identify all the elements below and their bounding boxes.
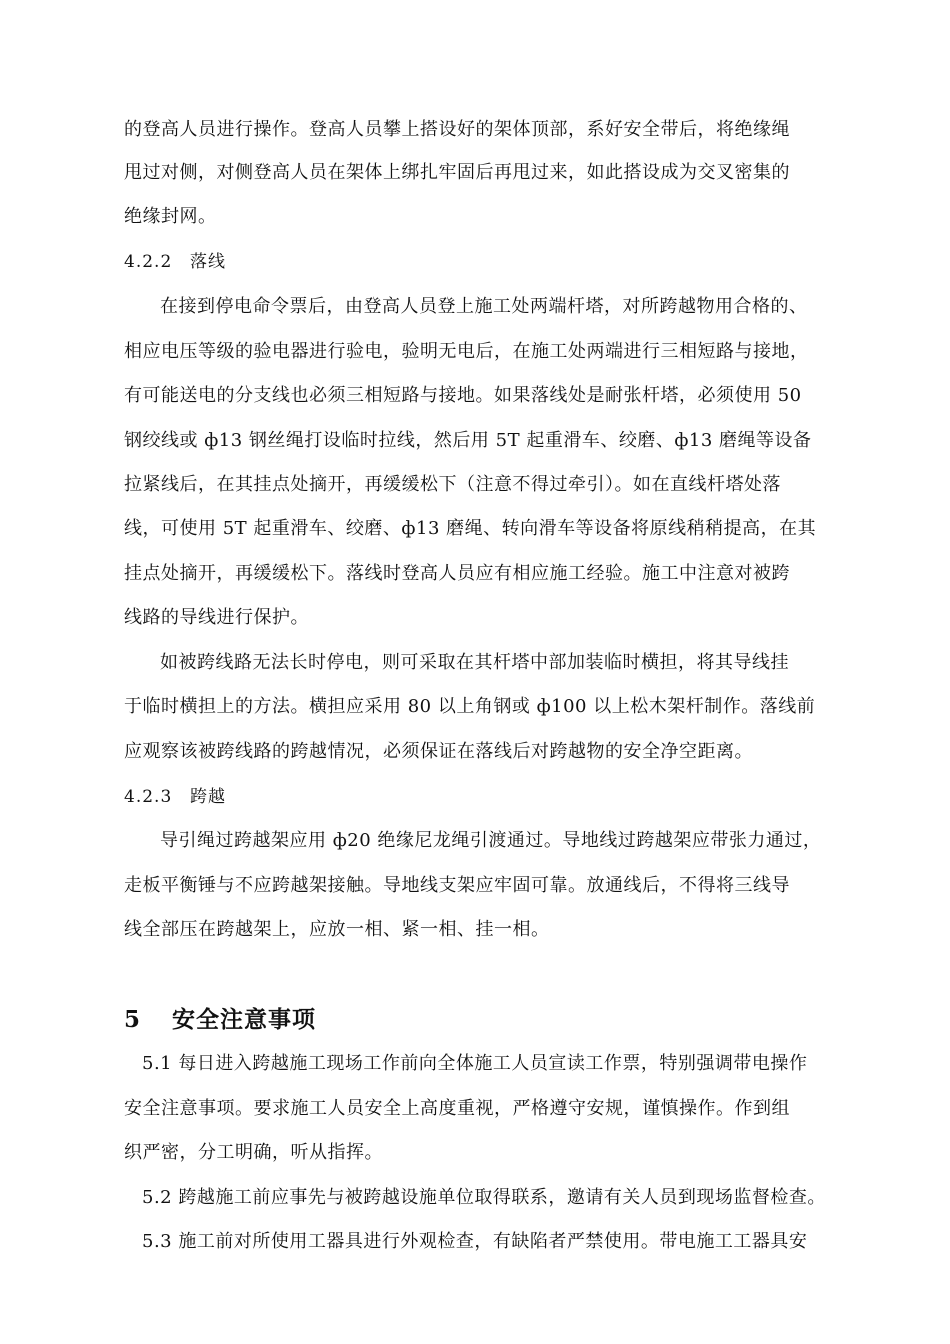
paragraph-line: 于临时横担上的方法。横担应采用 80 以上角钢或 ф100 以上松木架杆制作。落线前 [124, 696, 816, 717]
paragraph-line: 5.2 跨越施工前应事先与被跨越设施单位取得联系，邀请有关人员到现场监督检查。 [142, 1187, 826, 1208]
paragraph-line: 5.1 每日进入跨越施工现场工作前向全体施工人员宣读工作票，特别强调带电操作 [142, 1053, 808, 1074]
paragraph-line: 应观察该被跨线路的跨越情况，必须保证在落线后对跨越物的安全净空距离。 [124, 741, 753, 762]
paragraph-line: 线路的导线进行保护。 [124, 607, 309, 628]
paragraph-line: 走板平衡锤与不应跨越架接触。导地线支架应牢固可靠。放通线后，不得将三线导 [124, 875, 790, 896]
subsection-heading-4-2-2 [124, 250, 226, 274]
paragraph-line: 有可能送电的分支线也必须三相短路与接地。如果落线处是耐张杆塔，必须使用 50 [124, 385, 802, 406]
paragraph-line: 拉紧线后，在其挂点处摘开，再缓缓松下（注意不得过牵引）。如在直线杆塔处落 [124, 474, 781, 495]
subsection-heading-4-2-3 [124, 785, 226, 809]
paragraph-line: 钢绞线或 ф13 钢丝绳打设临时拉线，然后用 5T 起重滑车、绞磨、ф13 磨绳等设备 [124, 430, 812, 451]
section-title: 安全注意事项 [172, 1006, 316, 1033]
subsection-number: 4.2.2 [124, 252, 173, 272]
paragraph-line: 绝缘封网。 [124, 206, 217, 227]
paragraph-line: 如被跨线路无法长时停电，则可采取在其杆塔中部加装临时横担，将其导线挂 [160, 652, 789, 673]
paragraph-line: 导引绳过跨越架应用 ф20 绝缘尼龙绳引渡通过。导地线过跨越架应带张力通过， [160, 830, 822, 851]
subsection-title: 跨越 [190, 787, 226, 807]
paragraph-line: 在接到停电命令票后，由登高人员登上施工处两端杆塔，对所跨越物用合格的、 [160, 296, 808, 317]
paragraph-line: 甩过对侧，对侧登高人员在架体上绑扎牢固后再甩过来，如此搭设成为交叉密集的 [124, 162, 790, 183]
paragraph-line: 5.3 施工前对所使用工器具进行外观检查，有缺陷者严禁使用。带电施工工器具安 [142, 1231, 808, 1252]
paragraph-line: 线，可使用 5T 起重滑车、绞磨、ф13 磨绳、转向滑车等设备将原线稍稍提高，在其 [124, 518, 817, 539]
paragraph-line: 的登高人员进行操作。登高人员攀上搭设好的架体顶部，系好安全带后，将绝缘绳 [124, 119, 790, 140]
subsection-title: 落线 [190, 252, 226, 272]
section-number: 5 [124, 1006, 142, 1033]
paragraph-line: 线全部压在跨越架上，应放一相、紧一相、挂一相。 [124, 919, 550, 940]
paragraph-line: 挂点处摘开，再缓缓松下。落线时登高人员应有相应施工经验。施工中注意对被跨 [124, 563, 790, 584]
paragraph-line: 相应电压等级的验电器进行验电，验明无电后，在施工处两端进行三相短路与接地， [124, 341, 809, 362]
paragraph-line: 安全注意事项。要求施工人员安全上高度重视，严格遵守安规，谨慎操作。作到组 [124, 1098, 790, 1119]
section-heading-5 [124, 1004, 316, 1036]
paragraph-line: 织严密，分工明确，听从指挥。 [124, 1142, 383, 1163]
subsection-number: 4.2.3 [124, 787, 173, 807]
